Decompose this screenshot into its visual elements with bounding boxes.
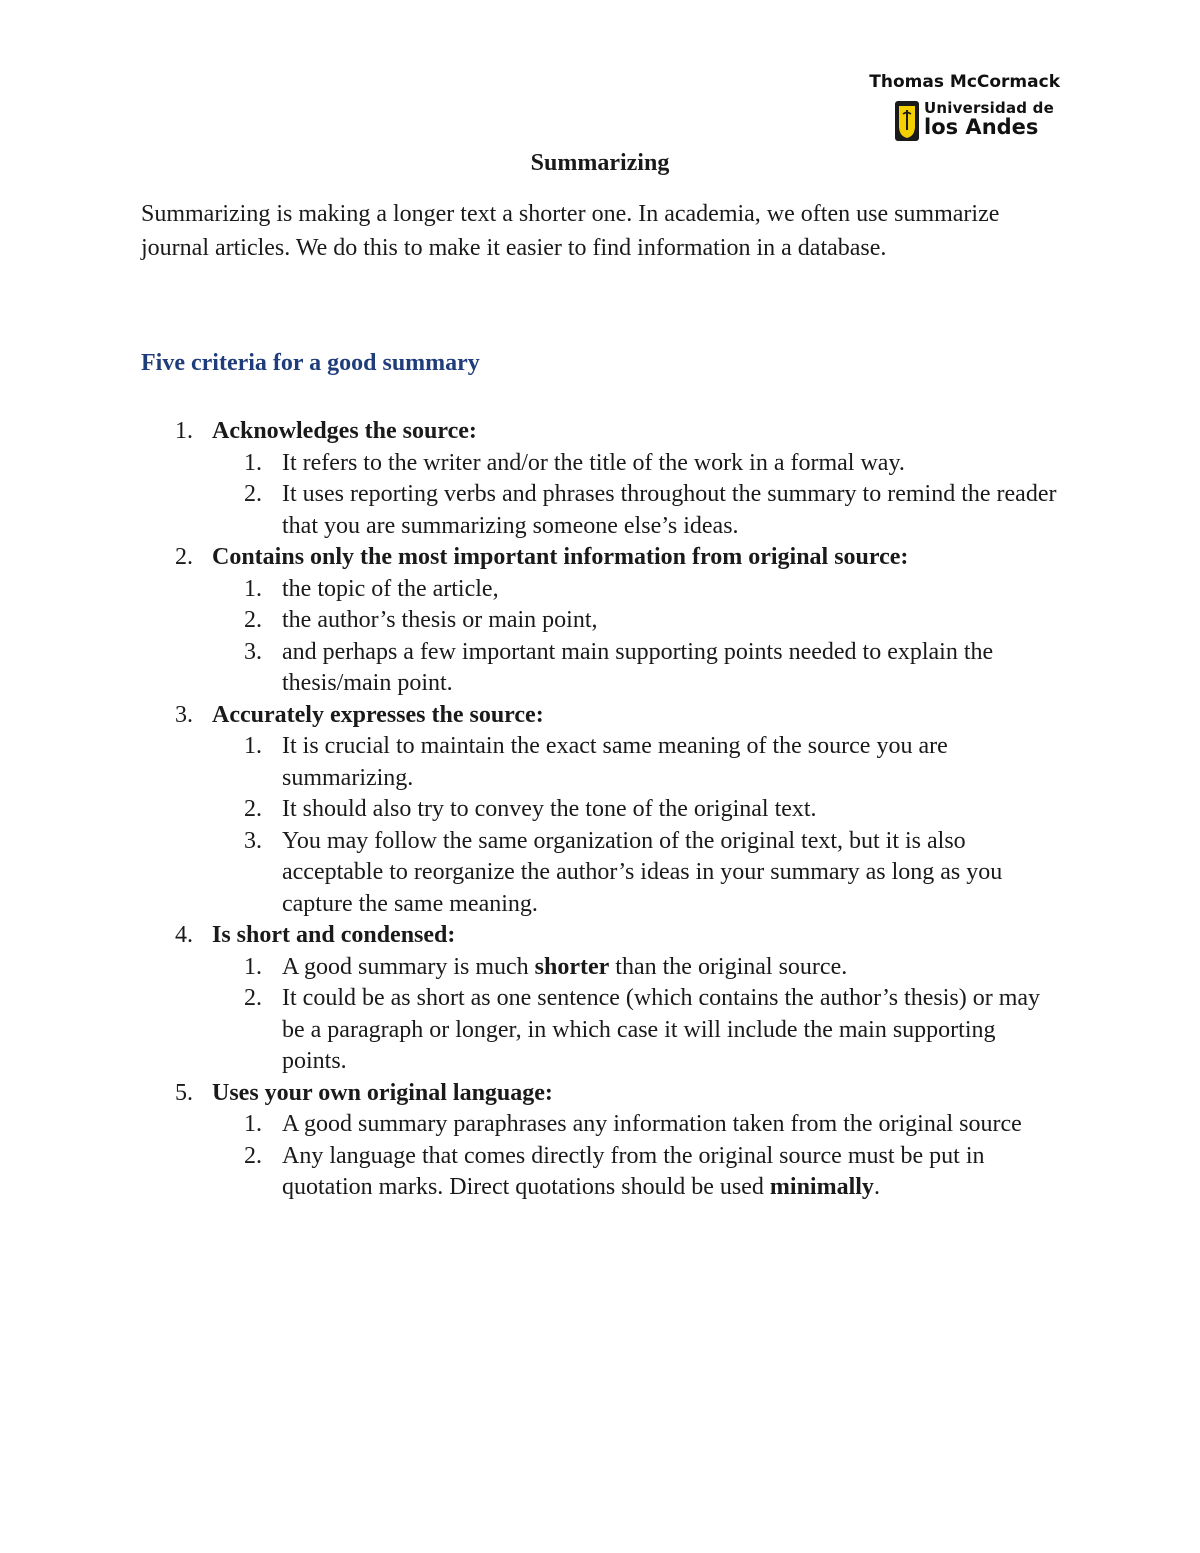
point-text-before: Any language that comes directly from the original source must be put in quotation marks. Direct quotations should be used (282, 1142, 985, 1200)
document-title: Summarizing (530, 150, 670, 176)
point-text: the author’s thesis or main point, (282, 607, 598, 633)
point-item (244, 983, 1064, 1078)
point-item (244, 479, 1064, 542)
logo-line-2: los Andes (924, 115, 1039, 139)
point-item (244, 731, 1064, 794)
criterion-item (0, 700, 1200, 921)
criterion-points (212, 1109, 1200, 1204)
intro-paragraph: Summarizing is making a longer text a shorter one. In academia, we often use summarize journal articles. We do this to make it easier to find information in a database. (141, 201, 1000, 261)
criterion-label: Is short and condensed: (212, 922, 456, 948)
point-number: 2. (244, 985, 262, 1011)
point-text: It could be as short as one sentence (which contains the author’s thesis) or may be a paragraph or longer, in which case it will include the main supporting points. (282, 985, 1041, 1074)
criterion-points (212, 448, 1200, 543)
point-text-after: . (873, 1174, 880, 1200)
criterion-number: 5. (175, 1079, 193, 1106)
university-emblem-icon (894, 100, 920, 142)
point-text: You may follow the same organization of the original text, but it is also acceptable to reorganize the author’s ideas in your summary as long as you capture the same meaning. (282, 827, 1003, 917)
criterion-item (0, 416, 1200, 542)
point-item (244, 448, 1064, 480)
criterion-item (0, 542, 1200, 700)
criterion-number: 4. (175, 922, 193, 948)
point-number: 3. (244, 638, 262, 665)
section-heading: Five criteria for a good summary (141, 350, 480, 376)
point-emphasis: minimally (769, 1174, 874, 1200)
criterion-points (212, 952, 1200, 1078)
logo-line-1: Universidad de (924, 99, 1054, 117)
point-text: It should also try to convey the tone of the original text. (282, 796, 817, 822)
criterion-item (0, 920, 1200, 1078)
point-item (244, 574, 1064, 606)
point-number: 2. (244, 796, 262, 822)
point-number: 1. (244, 449, 262, 476)
point-number: 1. (244, 1111, 262, 1137)
point-text: A good summary paraphrases any information taken from the original source (282, 1111, 1022, 1137)
criterion-number: 1. (175, 418, 193, 444)
criterion-points (212, 731, 1200, 920)
criterion-number: 3. (175, 701, 193, 728)
point-text-before: A good summary is much (282, 953, 535, 980)
criterion-item (0, 1078, 1200, 1204)
point-item (244, 1109, 1064, 1141)
point-text-after: than the original source. (609, 953, 848, 980)
criterion-label: Uses your own original language: (212, 1079, 553, 1106)
criterion-label: Acknowledges the source: (212, 418, 477, 444)
point-text: It refers to the writer and/or the title of the work in a formal way. (282, 449, 905, 476)
point-emphasis: shorter (534, 953, 610, 980)
point-number: 3. (244, 827, 262, 854)
point-item (244, 1141, 1064, 1204)
point-item (244, 826, 1064, 921)
point-text: It uses reporting verbs and phrases throughout the summary to remind the reader that you are summarizing someone else’s ideas. (282, 481, 1057, 539)
university-logo (894, 100, 1064, 144)
criterion-label: Contains only the most important information from original source: (212, 544, 909, 570)
university-wordmark (924, 100, 1054, 138)
point-number: 1. (244, 953, 262, 980)
point-number: 2. (244, 1142, 262, 1169)
point-number: 2. (244, 481, 262, 507)
point-text: the topic of the article, (282, 575, 499, 602)
criteria-list (0, 416, 1200, 1204)
point-number: 1. (244, 575, 262, 602)
point-number: 1. (244, 733, 262, 759)
point-item (244, 794, 1064, 826)
point-item (244, 952, 1064, 984)
criterion-label: Accurately expresses the source: (212, 701, 544, 728)
author-name: Thomas McCormack (869, 72, 1060, 92)
point-number: 2. (244, 607, 262, 633)
point-text: and perhaps a few important main supporting points needed to explain the thesis/main point. (282, 638, 994, 696)
point-item (244, 605, 1064, 637)
point-text: It is crucial to maintain the exact same meaning of the source you are summarizing. (282, 733, 948, 791)
point-item (244, 637, 1064, 700)
criterion-number: 2. (175, 544, 193, 570)
criterion-points (212, 574, 1200, 700)
